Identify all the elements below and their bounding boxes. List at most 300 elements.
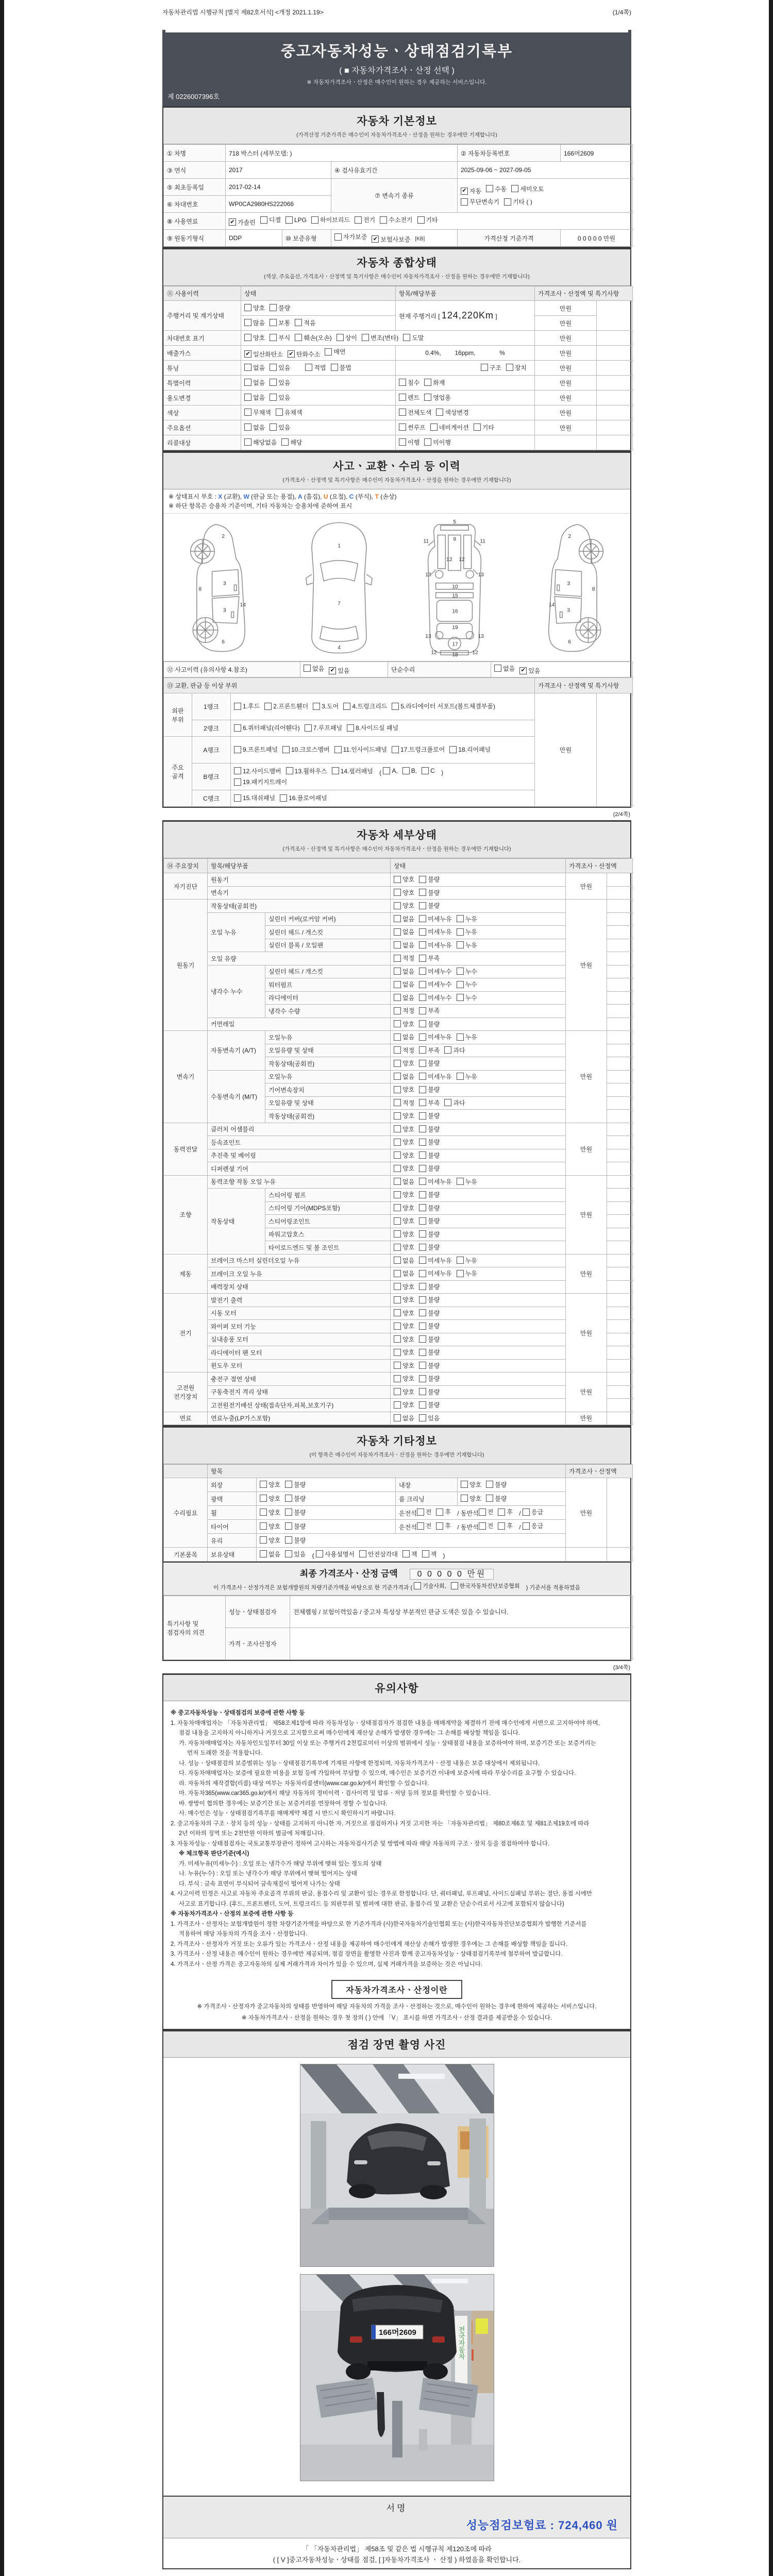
car-diagram-top xyxy=(290,518,388,657)
price-cell: 만원 xyxy=(535,376,597,391)
note-cell xyxy=(607,1110,633,1123)
group-label: 주요 골격 xyxy=(164,737,192,807)
column-header: 항목/해당부품 xyxy=(208,859,391,873)
checkbox-box xyxy=(394,981,401,988)
checkbox-box xyxy=(394,1151,401,1159)
other-subtitle: (이 항목은 매수인이 자동차가격조사ㆍ산정을 원하는 경우에만 기재합니다) xyxy=(309,1452,484,1458)
checkbox xyxy=(355,215,375,224)
svg-text:11: 11 xyxy=(423,538,429,545)
state-options xyxy=(391,1359,566,1372)
checkbox xyxy=(394,954,414,962)
page-marker-2: (2/4쪽) xyxy=(613,811,630,818)
state-options xyxy=(491,662,633,677)
checkbox-label: 적정 xyxy=(402,1007,415,1014)
checkbox xyxy=(419,914,451,923)
checkbox-box xyxy=(451,1582,458,1589)
svg-text:12: 12 xyxy=(431,650,438,656)
checkbox-label: 잭 xyxy=(411,1550,417,1558)
checkbox-label: 없음 xyxy=(503,665,515,672)
item-label: 스티어링조인트 xyxy=(265,1215,391,1228)
section-notice xyxy=(162,1673,631,2030)
checkbox-label: 없음 xyxy=(402,1257,415,1264)
row-label: 주행거리 및 계기상태 xyxy=(164,301,241,331)
table-header-row xyxy=(164,1465,633,1478)
row-label: 색상 xyxy=(164,405,241,420)
field-value: DDP xyxy=(226,230,282,247)
checkbox-box xyxy=(402,1550,410,1557)
checkbox-label: 불량 xyxy=(428,1151,440,1159)
checkbox-label: 있음 xyxy=(338,667,350,675)
note-cell xyxy=(607,1175,633,1189)
pricing-info-box xyxy=(163,1975,630,2029)
checkbox xyxy=(394,1361,414,1370)
checkbox xyxy=(394,1230,414,1239)
svg-text:3: 3 xyxy=(567,607,570,614)
checkbox-box xyxy=(399,394,406,401)
legend-symbols xyxy=(169,492,625,501)
checkbox-label: 있음 xyxy=(294,1550,306,1558)
checkbox-box xyxy=(419,889,426,896)
checkbox-label: A, xyxy=(392,767,398,774)
price-cell: 만원 xyxy=(566,1175,607,1254)
checkbox-label: 양호 xyxy=(402,1388,415,1396)
checkbox-label: 양호 xyxy=(402,876,415,883)
checkbox-label: 양호 xyxy=(402,1151,415,1159)
table-header-row xyxy=(164,286,633,301)
checkbox-box xyxy=(234,746,241,753)
checkbox-label: 불량 xyxy=(428,902,440,909)
checkbox-label: 양호 xyxy=(402,889,415,896)
checkbox xyxy=(457,1269,477,1278)
checkbox-box xyxy=(419,1244,426,1251)
checkbox-box xyxy=(419,941,426,948)
row-label: 튜닝 xyxy=(164,361,241,376)
final-price-note xyxy=(166,1582,627,1591)
table-row xyxy=(164,346,633,361)
checkbox xyxy=(419,967,451,976)
accident-title: 사고ㆍ교환ㆍ수리 등 이력 xyxy=(333,461,461,472)
price-cell: 만원 xyxy=(566,873,607,900)
section-photos-signature xyxy=(162,2030,631,2569)
checkbox xyxy=(498,1521,513,1530)
text-fragment: (판금 또는 용접), xyxy=(249,493,298,500)
column-header: 상태 xyxy=(241,286,396,301)
photos-title: 점검 장면 촬영 사진 xyxy=(347,2039,446,2051)
checkbox-label: 자가보증 xyxy=(343,233,367,241)
checkbox-box xyxy=(311,216,318,224)
state-options xyxy=(391,1162,566,1176)
table-row xyxy=(164,900,633,913)
checkbox-label: 12.사이드멤버 xyxy=(243,767,281,775)
document-topbar xyxy=(162,0,631,16)
checkbox xyxy=(305,363,326,372)
checkbox xyxy=(511,184,544,193)
price-cell: 만원 xyxy=(566,1254,607,1294)
notice-line: 마. 자동차365(www.car365.go.kr)에서 해당 자동차의 정비이력ㆍ검사이력 및 압류ㆍ저당 등의 정보를 확인할 수 있습니다. xyxy=(179,1790,491,1797)
state-options xyxy=(391,1399,566,1412)
text-fragment: A xyxy=(298,493,303,500)
note-cell xyxy=(607,1123,633,1136)
checkbox xyxy=(394,1059,414,1067)
state-options xyxy=(391,991,566,1005)
checkbox-label: 불량 xyxy=(428,1230,440,1238)
table-row xyxy=(164,391,633,405)
device-label: 전기 xyxy=(164,1294,208,1372)
checkbox-label: 누수 xyxy=(465,994,477,1002)
state-options xyxy=(391,1005,566,1018)
state-options xyxy=(391,1018,566,1031)
device-label: 동력전달 xyxy=(164,1123,208,1175)
other-title: 자동차 기타정보 xyxy=(357,1435,437,1447)
checkbox xyxy=(399,438,419,447)
checkbox-box xyxy=(399,379,406,386)
checkbox-label: 양호 xyxy=(402,1335,415,1343)
checkbox-box xyxy=(394,1283,401,1290)
table-row xyxy=(164,1254,633,1267)
opinion-table xyxy=(163,1596,633,1660)
checkbox-label: 양호 xyxy=(402,1230,415,1238)
text-fragment: ( xyxy=(310,1552,316,1560)
checkbox-label: 가솔린 xyxy=(238,218,256,226)
checkbox-box xyxy=(260,1509,267,1516)
checkbox xyxy=(332,767,373,775)
page-right-border xyxy=(769,0,773,2576)
checkbox-label: 불량 xyxy=(428,1191,440,1198)
checkbox-box xyxy=(334,746,342,753)
table-row xyxy=(164,1123,633,1136)
checkbox-label: 9.프론트패널 xyxy=(243,746,278,754)
checkbox-label: 양호 xyxy=(402,902,415,909)
state-options xyxy=(257,1506,396,1520)
checkbox-box xyxy=(270,423,277,431)
checkbox xyxy=(494,664,515,673)
state-options xyxy=(241,346,396,361)
checkbox-box xyxy=(402,767,410,774)
table-row xyxy=(164,1596,633,1628)
checkbox xyxy=(403,333,424,342)
svg-text:10: 10 xyxy=(452,584,458,590)
checkbox xyxy=(419,1387,440,1396)
checkbox-label: 전 xyxy=(487,1522,494,1530)
table-row xyxy=(164,1267,633,1281)
final-price-label: 최종 가격조사ㆍ산정 금액 xyxy=(299,1569,398,1579)
checkbox-label: 부족 xyxy=(428,1007,440,1014)
text-fragment: 이 가격조사ㆍ산정가격은 보험개발원의 차량기준가액을 바탕으로 한 기준가격과 ( xyxy=(213,1585,414,1591)
checkbox xyxy=(394,1177,414,1186)
checkbox xyxy=(394,1335,414,1344)
checkbox-label: 보통 xyxy=(278,319,291,327)
text-fragment: / xyxy=(517,1510,523,1517)
checkbox-label: 장치 xyxy=(514,364,527,371)
panel-options xyxy=(231,790,535,807)
notice-line: 1. 가격조사ㆍ산정자는 보험개발원이 정한 차량기준가액을 바탕으로 한 기준가격과 (사)한국자동차기술인협회 또는 (사)한국자동차진단보증협회가 발행한 기준서를 xyxy=(171,1921,587,1927)
checkbox-box xyxy=(494,665,501,672)
checkbox-label: 16.플로어패널 xyxy=(289,794,327,802)
checkbox-label: 불량 xyxy=(428,1388,440,1396)
checkbox xyxy=(457,1256,477,1265)
svg-text:14: 14 xyxy=(240,602,246,608)
note-cell xyxy=(607,1267,633,1281)
item-label: 실내송풍 모터 xyxy=(208,1333,391,1346)
item-label: 오일누유 xyxy=(265,1031,391,1044)
checkbox xyxy=(313,702,339,710)
group-label: 수리필요 xyxy=(164,1478,208,1548)
state-options xyxy=(241,316,396,331)
checkbox-box xyxy=(419,1401,426,1409)
checkbox-label: 미세누유 xyxy=(428,1178,452,1185)
checkbox-box xyxy=(419,981,426,988)
checkbox-box xyxy=(394,1165,401,1172)
state-options xyxy=(391,886,566,900)
checkbox xyxy=(394,1046,414,1055)
checkbox xyxy=(419,1335,440,1344)
note-cell xyxy=(597,331,633,346)
row-label: 보유상태 xyxy=(208,1548,257,1562)
checkbox xyxy=(394,980,414,989)
row-label: 단순수리 xyxy=(388,662,491,677)
checkbox-box xyxy=(419,1086,426,1093)
checkbox xyxy=(417,1507,432,1516)
checkbox xyxy=(399,408,431,417)
checkbox-label: 응급 xyxy=(531,1522,544,1530)
svg-text:15: 15 xyxy=(452,593,458,599)
checkbox xyxy=(234,777,287,786)
device-label: 변속기 xyxy=(164,1031,208,1123)
checkbox-box xyxy=(270,379,277,386)
note-cell xyxy=(607,1070,633,1083)
checkbox-label: 없음 xyxy=(253,394,265,401)
checkbox-box xyxy=(523,1509,530,1516)
checkbox xyxy=(424,393,451,402)
checkbox xyxy=(419,1374,440,1383)
checkbox-box xyxy=(244,423,251,431)
svg-text:4: 4 xyxy=(337,645,341,651)
checkbox-box xyxy=(419,1323,426,1330)
checkbox-label: 구조 xyxy=(489,364,501,371)
checkbox-box xyxy=(419,1007,426,1014)
checkbox xyxy=(424,438,451,447)
text-fragment: [KB] xyxy=(415,236,425,242)
checkbox xyxy=(285,216,307,224)
state-options xyxy=(391,1096,566,1110)
state-options xyxy=(391,1123,566,1136)
item-label: 디퍼렌셜 기어 xyxy=(208,1162,391,1176)
checkbox xyxy=(260,1494,280,1503)
checkbox-box xyxy=(394,1309,401,1316)
svg-text:18: 18 xyxy=(452,652,458,657)
checkbox-box xyxy=(474,423,481,431)
state-options xyxy=(391,1189,566,1202)
checkbox xyxy=(260,1508,280,1517)
field-label: ⑥ 차대번호 xyxy=(164,196,226,213)
checkbox-label: 부족 xyxy=(428,1046,440,1054)
notice-line: 먼저 도래한 것을 적용합니다. xyxy=(187,1750,263,1756)
checkbox-box xyxy=(343,703,350,710)
checkbox-label: 침수 xyxy=(408,379,420,386)
column-header xyxy=(164,1465,208,1478)
inspector-opinion: 전체랩핑 / 보험이력있음 / 중고차 특성상 부분적인 판금 도색은 있을 수 있습니다. xyxy=(290,1596,633,1628)
notice-line: 가. 자동차매매업자는 자동차인도일부터 30일 이상 또는 주행거리 2천킬로미터 이상의 범위에서 성능ㆍ상태점검 내용을 보증하여야 하며, 보증기간 또는 보증거리는 xyxy=(179,1740,596,1747)
checkbox-label: 탄화수소 xyxy=(296,350,321,358)
checkbox xyxy=(419,1295,440,1304)
appraiser-opinion xyxy=(290,1628,633,1660)
checkbox-label: 있음 xyxy=(278,423,291,431)
checkbox xyxy=(424,378,445,387)
checkbox-box xyxy=(234,703,241,710)
checkbox-label: 매연 xyxy=(333,348,346,356)
table-row xyxy=(164,1385,633,1399)
checkbox-label: 후 xyxy=(507,1509,513,1516)
text-fragment: 운전석 xyxy=(399,1510,417,1517)
checkbox xyxy=(481,363,501,372)
note-cell xyxy=(607,1307,633,1320)
table-row xyxy=(164,1307,633,1320)
price-cell: 만원 xyxy=(566,1031,607,1123)
checkbox-box xyxy=(394,1270,401,1277)
item-label: 실린더 커버(로커암 커버) xyxy=(265,912,391,926)
checkbox-box xyxy=(436,1509,443,1516)
state-options xyxy=(391,1215,566,1228)
checkbox-label: 화재 xyxy=(433,379,445,386)
checkbox-box xyxy=(449,746,457,753)
checkbox xyxy=(260,215,281,224)
price-cell: 만원 xyxy=(566,1478,607,1548)
field-value: 166머2609 xyxy=(561,145,633,162)
checkbox-box xyxy=(457,1257,464,1264)
checkbox-box xyxy=(419,1060,426,1067)
checkbox-box xyxy=(417,1509,424,1516)
table-row xyxy=(164,1175,633,1189)
checkbox xyxy=(260,1536,280,1545)
row-label: 주요옵션 xyxy=(164,420,241,435)
checkbox-box xyxy=(419,902,426,909)
checkbox-box xyxy=(419,928,426,936)
state-options xyxy=(391,1320,566,1333)
table-row xyxy=(164,1534,633,1548)
checkbox xyxy=(523,1507,543,1516)
title-band xyxy=(162,30,631,106)
table-row xyxy=(164,179,633,196)
checkbox-box xyxy=(444,1046,451,1054)
field-value: 2025-09-06 ~ 2027-09-05 xyxy=(458,162,633,179)
checkbox xyxy=(394,1243,414,1251)
item-options xyxy=(396,405,535,420)
accident-subtitle: (가격조사ㆍ산정액 및 특기사항은 매수인이 자동차가격조사ㆍ산정을 원하는 경우에만 기재합니다) xyxy=(282,477,511,483)
checkbox-box xyxy=(392,746,399,753)
item-label: 등속죠인트 xyxy=(208,1136,391,1149)
checkbox xyxy=(394,1269,414,1278)
checkbox-label: 누유 xyxy=(465,1257,477,1264)
checkbox-box xyxy=(457,994,464,1001)
state-options xyxy=(391,978,566,992)
checkbox-label: 불량 xyxy=(428,876,440,883)
note-cell xyxy=(607,1385,633,1399)
checkbox xyxy=(394,1295,414,1304)
checkbox-label: 불량 xyxy=(428,1362,440,1369)
checkbox-label: 양호 xyxy=(268,1481,281,1488)
checkbox xyxy=(244,393,265,402)
checkbox-label: 누유 xyxy=(465,941,477,949)
checkbox xyxy=(234,723,300,732)
car-diagram-right-side xyxy=(522,518,619,657)
item-label: 동력조향 작동 오일 누유 xyxy=(208,1175,391,1189)
checkbox-box xyxy=(419,1349,426,1356)
checkbox-label: 누유 xyxy=(465,1270,477,1277)
checkbox-label: 수소전기 xyxy=(389,216,413,224)
checkbox-label: 양호 xyxy=(402,1112,415,1120)
field-value: WP0CA2980HS222066 xyxy=(226,196,331,213)
item-label: 작동상태(공회전) xyxy=(208,900,391,913)
checkbox-box xyxy=(325,348,332,355)
checkbox xyxy=(270,363,290,372)
checkbox xyxy=(244,423,265,432)
checkbox-box xyxy=(419,1165,426,1172)
row-label: 리콜대상 xyxy=(164,435,241,450)
section-detail-state xyxy=(162,820,631,1426)
item-label: 변속기 xyxy=(208,886,391,900)
notice-line: 점검 내용을 고지하지 아니하거나 거짓으로 고지함으로써 매수인에게 재산상 손해가 발생한 경우에는 그 손해를 배상할 책임을 집니다. xyxy=(179,1730,520,1736)
checkbox-label: 없음 xyxy=(402,928,415,936)
state-options xyxy=(391,873,566,887)
checkbox xyxy=(419,1256,451,1265)
svg-text:3: 3 xyxy=(223,607,226,614)
signature-band xyxy=(163,2496,630,2538)
checkbox-box xyxy=(380,216,387,224)
item-label: 커먼레일 xyxy=(208,1018,391,1031)
price-cell: 만원 xyxy=(566,1372,607,1412)
column-header: 가격조사ㆍ산정액 xyxy=(566,1465,633,1478)
field-label: ⑤ 최초등록일 xyxy=(164,179,226,196)
notice-line: 사고로 표기합니다. (후드, 프론트펜더, 도어, 트렁크리드 등 외판부위 및 범퍼에 대한 판금, 용접수리 및 교환은 단순수리로서 사고에 포함되지 않습니다) xyxy=(179,1901,564,1907)
notice-line: 나. 성능ㆍ상태점검의 보증범위는 성능ㆍ상태점검기록부에 기재된 사항에 한정되며, 자동차가격조사ㆍ산정 내용은 보증 대상에서 제외됩니다. xyxy=(179,1760,540,1767)
other-header xyxy=(163,1428,630,1464)
checkbox xyxy=(419,1361,440,1370)
state-options xyxy=(257,1520,396,1534)
checkbox xyxy=(244,318,265,327)
checkbox xyxy=(394,875,414,884)
item-label: 구동축전지 격리 상태 xyxy=(208,1385,391,1399)
checkbox-label: 네비게이션 xyxy=(439,423,469,431)
state-options xyxy=(391,1044,566,1057)
item-label: 오일유량 및 상태 xyxy=(265,1096,391,1110)
checkbox xyxy=(419,1072,451,1081)
checkbox xyxy=(474,423,494,432)
item-group-label: 냉각수 누수 xyxy=(208,965,265,1018)
checkbox xyxy=(394,1400,414,1409)
checkbox-label: 양호 xyxy=(402,1020,415,1028)
table-row xyxy=(164,1070,633,1083)
state-options xyxy=(391,1267,566,1281)
checkbox-label: 불량 xyxy=(294,1509,306,1516)
checkbox-box xyxy=(419,1204,426,1211)
note-cell xyxy=(597,376,633,391)
checkbox-label: 전 xyxy=(487,1509,494,1516)
checkbox-label: 적정 xyxy=(402,955,415,962)
checkbox-box xyxy=(305,364,312,371)
checkbox-box xyxy=(419,1099,426,1106)
checkbox xyxy=(419,1269,451,1278)
note-cell xyxy=(607,1162,633,1176)
state-options xyxy=(391,1333,566,1346)
checkbox-label: 불량 xyxy=(428,1323,440,1330)
checkbox-box xyxy=(394,1362,401,1369)
checkbox-box xyxy=(234,767,241,774)
checkbox-box xyxy=(419,1257,426,1264)
item-label: 오일유량 및 상태 xyxy=(265,1044,391,1057)
checkbox-box xyxy=(394,1073,401,1080)
checkbox xyxy=(399,423,426,432)
state-options xyxy=(391,1070,566,1083)
